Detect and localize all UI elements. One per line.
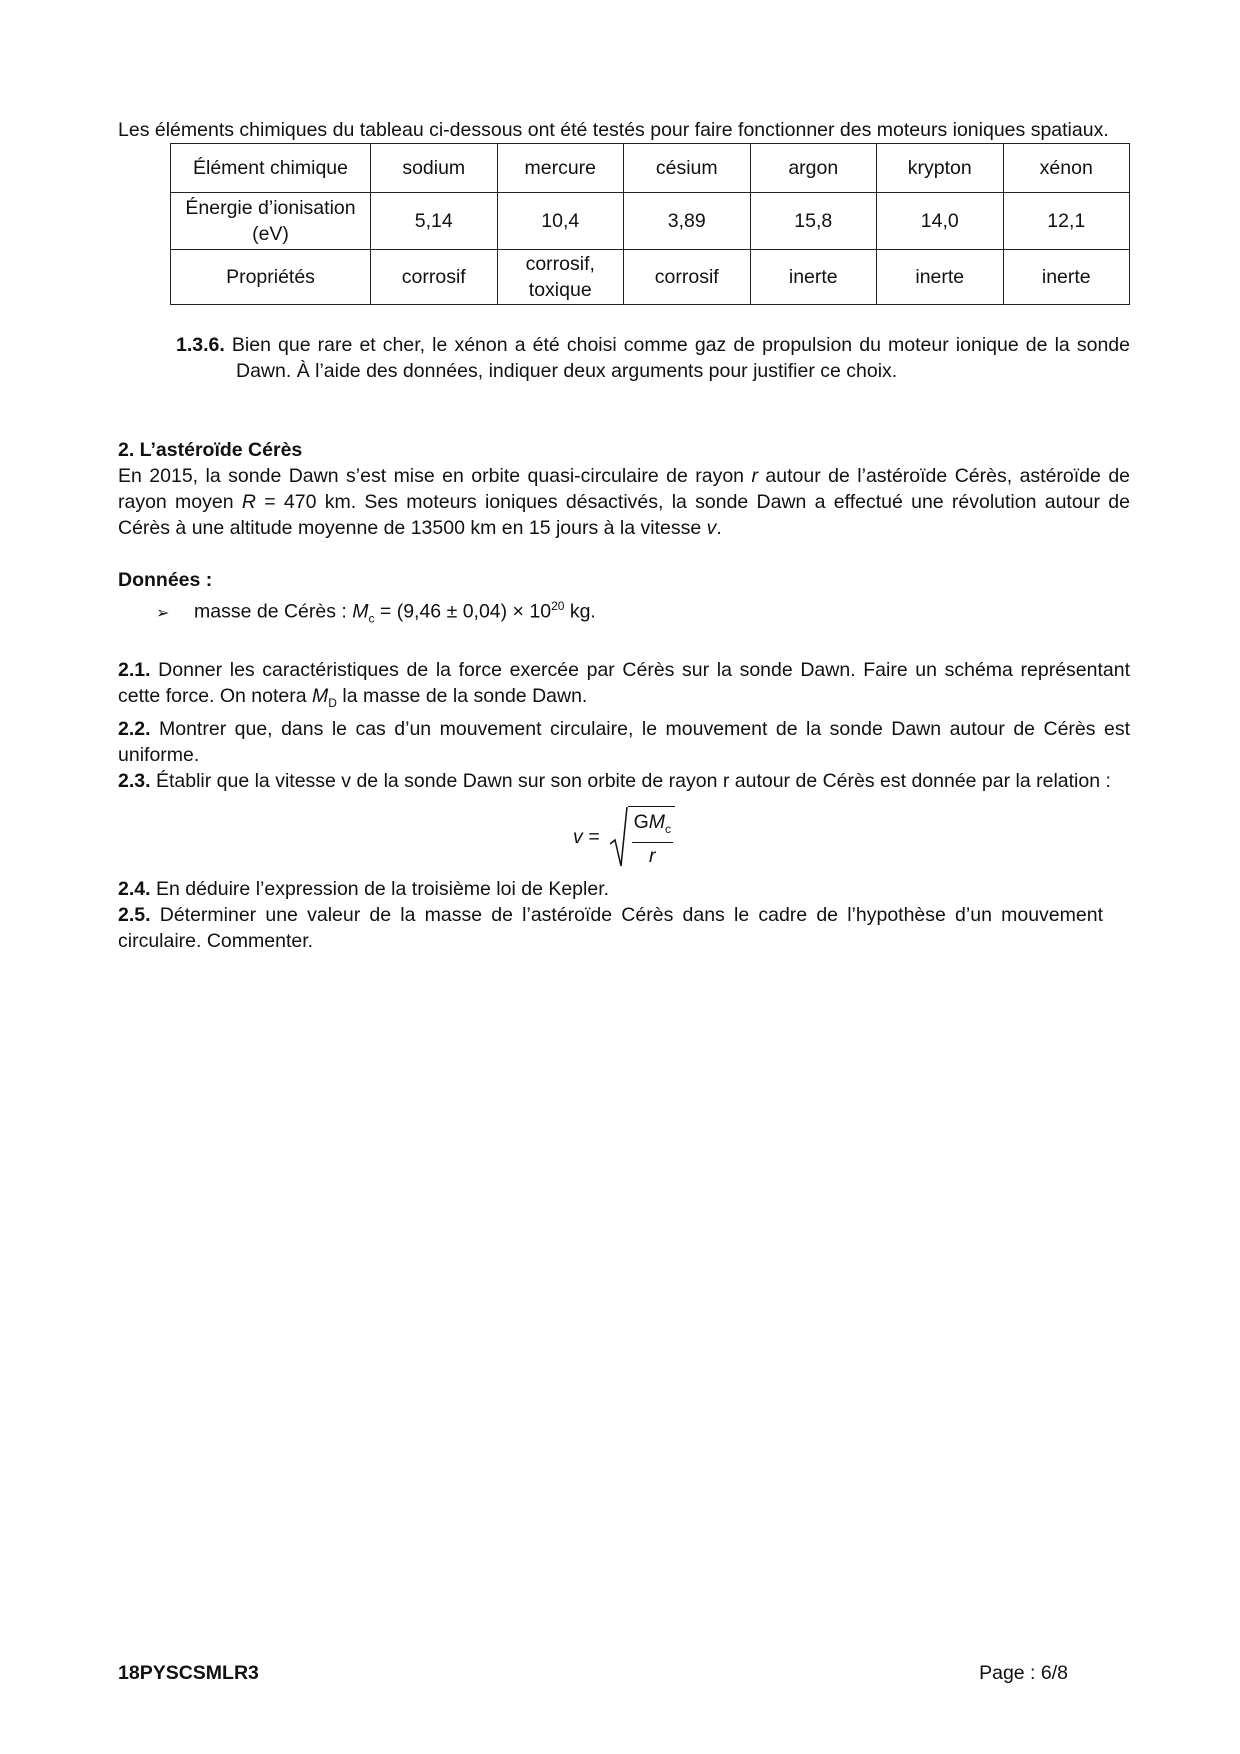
question-2-5 [118,902,1103,954]
data-item-text [194,593,596,631]
text-run: En 2015, la sonde Dawn s’est mise en orbite quasi-circulaire de rayon [118,465,752,487]
table-cell: sodium [371,144,498,193]
questions-block [118,657,1130,954]
table-row [171,193,1130,250]
text-run: autour de l’astéroïde Cérès, astéroïde de rayon moyen [118,465,1131,513]
list-item [118,593,1130,631]
table-cell: inerte [877,250,1004,305]
fraction-numerator [632,809,673,843]
question-number: 2.2. [118,718,151,741]
question-text: Établir que la vitesse v de la sonde Dawn sur son orbite de rayon r autour de Cérès est donnée par la relation : [155,770,1111,793]
intro-paragraph: Les éléments chimiques du tableau ci-dessous ont été testés pour faire fonctionner des moteurs ioniques spatiaux. [118,119,1109,141]
table-cell: 12,1 [1003,193,1130,250]
subscript: D [328,696,337,711]
section-paragraph [118,463,1130,541]
table-cell: xénon [1003,144,1130,193]
data-block [118,567,1130,631]
fraction-denominator: r [649,844,656,867]
page-footer [118,1660,1068,1686]
question-text: Déterminer une valeur de la masse de l’astéroïde Cérès dans le cadre de l’hypothèse d’un mouvement circulaire. Commenter. [118,904,1103,953]
question-2-3 [118,768,1130,794]
table-header-cell: Énergie d’ionisation (eV) [171,193,371,250]
question-number: 2.5. [118,904,151,927]
table-header-cell: Propriétés [171,250,371,305]
radicand [628,806,675,869]
radical-sign-icon [610,806,628,868]
text-run: . [716,517,722,539]
variable-M: M [312,685,329,708]
variable-r: r [751,465,758,487]
table-cell: inerte [750,250,877,305]
question-text: En déduire l’expression de la troisième loi de Kepler. [155,878,610,901]
text-run: kg. [564,600,596,623]
page-content [118,117,1130,954]
table-cell: krypton [877,144,1004,193]
table-cell: césium [624,144,751,193]
page-number: Page : 6/8 [979,1662,1068,1684]
velocity-formula [118,798,1130,876]
table-cell: 10,4 [497,193,624,250]
table-cell: argon [750,144,877,193]
text-run: = (9,46 ± 0,04) × 10 [374,600,552,623]
question-number: 2.4. [118,878,151,901]
question-2-2 [118,716,1130,768]
formula-lhs: v = [573,826,600,849]
table-cell: mercure [497,144,624,193]
arrow-bullet-icon: ➢ [156,604,170,622]
superscript: 20 [551,599,565,613]
text-run: Donner les caractéristiques de la force exercée par Cérès sur la sonde Dawn. Faire un schéma représentant cette force. On notera [118,659,1131,708]
question-1-3-6 [118,332,1130,384]
variable-v: v [706,517,717,539]
table-row [171,250,1130,305]
table-cell: 15,8 [750,193,877,250]
elements-table [170,143,1130,305]
variable-M: M [352,600,369,623]
variable-R: R [241,491,256,513]
text-run: = 470 km. Ses moteurs ioniques désactivés, la sonde Dawn a effectué une révolution autour de Cérès à une altitude moyenne de 13500 km en 15 jours à la vitesse [118,491,1130,539]
document-code: 18PYSCSMLR3 [118,1662,259,1684]
question-text: Montrer que, dans le cas d’un mouvement circulaire, le mouvement de la sonde Dawn autour de Cérès est uniforme. [118,718,1130,767]
data-title: Données : [118,569,213,591]
table-row [171,144,1130,193]
table-cell: 3,89 [624,193,751,250]
question-2-4 [118,876,1130,902]
subscript: c [368,611,375,626]
text-run: masse de Cérès : [194,600,353,623]
question-number: 2.3. [118,770,151,793]
table-cell: corrosif, toxique [497,250,624,305]
fraction [632,809,673,869]
section-2 [118,437,1130,541]
text-run: la masse de la sonde Dawn. [336,685,588,708]
section-title: 2. L’astéroïde Cérès [118,439,303,461]
table-cell: 14,0 [877,193,1004,250]
question-number: 1.3.6. [176,334,225,356]
text-run: G [633,810,649,833]
table-cell: corrosif [624,250,751,305]
question-2-1 [118,657,1130,716]
subscript: c [664,821,671,836]
question-number: 2.1. [118,659,151,682]
square-root [610,806,675,869]
question-text: Bien que rare et cher, le xénon a été choisi comme gaz de propulsion du moteur ionique de la sonde Dawn. À l’aide des données, indiquer deux arguments pour justifier ce choix. [231,334,1130,382]
table-cell: 5,14 [371,193,498,250]
table-header-cell: Élément chimique [171,144,371,193]
table-cell: inerte [1003,250,1130,305]
table-cell: corrosif [371,250,498,305]
variable-M: M [648,810,665,833]
